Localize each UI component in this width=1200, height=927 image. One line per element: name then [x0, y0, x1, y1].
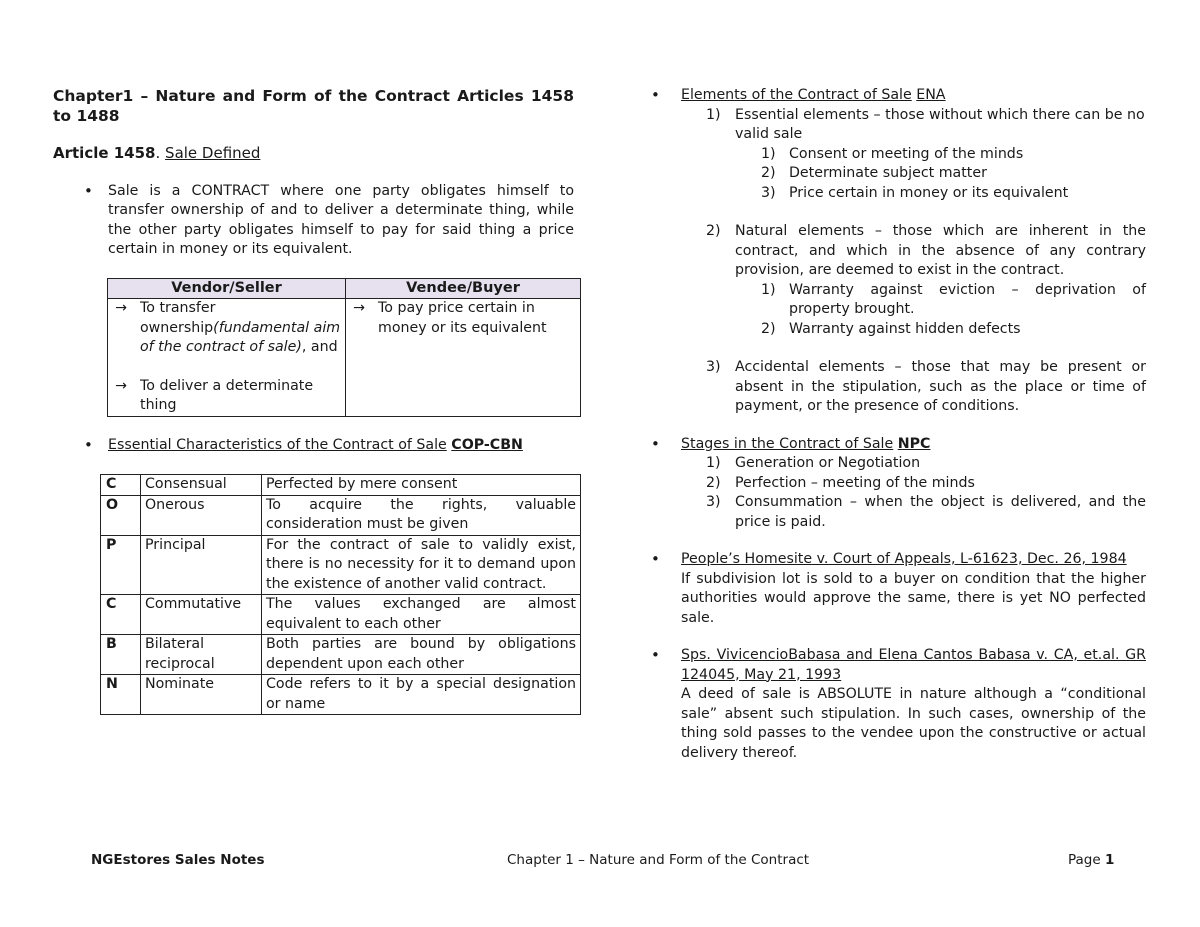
- table-row: C Consensual Perfected by mere consent: [101, 475, 581, 496]
- vendee-obligations: [346, 299, 581, 417]
- list-item: 2) Warranty against hidden defects: [761, 320, 1021, 337]
- table-row: O Onerous To acquire the rights, valuable consideration must be given: [101, 495, 581, 535]
- table-row: C Commutative The values exchanged are almost equivalent to each other: [101, 595, 581, 635]
- article-sep: .: [155, 144, 166, 162]
- characteristics-acronym: COP-CBN: [451, 436, 523, 453]
- essential-elements: 1) Essential elements – those without which there can be no valid sale: [706, 106, 1145, 142]
- vendor-obligations: [108, 299, 346, 417]
- characteristics-heading: • Essential Characteristics of the Contract of Sale COP-CBN: [53, 436, 574, 456]
- case1-title: • People’s Homesite v. Court of Appeals, L-61623, Dec. 26, 1984: [681, 551, 1127, 567]
- accidental-elements: 3) Accidental elements – those that may be present or absent in the stipulation, such as the place or time of payment, or the presence of conditions.: [706, 359, 1146, 414]
- table-row: P Principal For the contract of sale to validly exist, there is no necessity for it to demand upon the existence of another valid contract.: [101, 535, 581, 595]
- list-item: 3) Consummation – when the object is delivered, and the price is paid.: [706, 494, 1146, 530]
- page-number: 1: [1104, 852, 1115, 868]
- chapter-title: Chapter1 – Nature and Form of the Contract Articles 1458 to 1488: [53, 87, 574, 125]
- list-item: 3) Price certain in money or its equivalent: [761, 184, 1069, 201]
- right-column: [648, 86, 1146, 763]
- arrow-icon: →: [115, 377, 127, 394]
- stages-heading: • Stages in the Contract of Sale NPC: [648, 435, 1146, 455]
- case1-text: If subdivision lot is sold to a buyer on condition that the higher authorities would approve the same, there is yet NO perfected sale.: [681, 570, 1146, 626]
- list-item: 1) Consent or meeting of the minds: [761, 145, 1024, 162]
- list-item: 2) Determinate subject matter: [761, 165, 987, 181]
- case2-text: A deed of sale is ABSOLUTE in nature although a “conditional sale” absent such stipulation. In such cases, ownership of the thing sold passes to the vendee upon the constructive or actual delivery thereof.: [681, 686, 1146, 761]
- vendee-obligation-1: → To pay price certain in money or its equivalent: [353, 300, 547, 336]
- footer-page: Page 1: [1068, 852, 1115, 868]
- vendee-header: Vendee/Buyer: [346, 278, 581, 299]
- case-babasa: [648, 646, 1146, 763]
- vendor-header: Vendor/Seller: [108, 278, 346, 299]
- elements-heading: • Elements of the Contract of Sale ENA: [648, 86, 1146, 106]
- list-item: 2) Perfection – meeting of the minds: [706, 474, 975, 491]
- elements-acronym: ENA: [916, 87, 946, 103]
- sale-definition: • Sale is a CONTRACT where one party obligates himself to transfer ownership of and to deliver a determinate thing, while the other party obligates himself to pay for said thing a price certain in money or its equivalent.: [53, 182, 574, 260]
- article-label: Article 1458: [53, 144, 156, 162]
- case-peoples-homesite: [648, 550, 1146, 628]
- stages-acronym: NPC: [897, 435, 931, 452]
- table-row: N Nominate Code refers to it by a special designation or name: [101, 675, 581, 715]
- vendor-obligation-1: → To transfer ownership(fundamental aim of the contract of sale), and: [115, 300, 341, 355]
- article-title: Sale Defined: [165, 144, 261, 162]
- vendor-obligation-2: → To deliver a determinate thing: [115, 377, 314, 413]
- arrow-icon: →: [353, 300, 365, 316]
- arrow-icon: →: [115, 300, 127, 316]
- article-heading: [53, 144, 574, 164]
- vendor-vendee-table: [107, 278, 581, 417]
- case2-title: • Sps. VivicencioBabasa and Elena Cantos Babasa v. CA, et.al. GR 124045, May 21, 1993: [681, 647, 1146, 683]
- table-row: B Bilateral reciprocal Both parties are bound by obligations dependent upon each other: [101, 635, 581, 675]
- natural-elements: 2) Natural elements – those which are inherent in the contract, and which in the absence of any contrary provision, are deemed to exist in the contract.: [706, 223, 1146, 278]
- left-column: [53, 86, 574, 715]
- list-item: 1) Generation or Negotiation: [706, 455, 921, 471]
- footer-center: Chapter 1 – Nature and Form of the Contract: [507, 852, 810, 868]
- footer-left: NGEstores Sales Notes: [91, 852, 265, 868]
- characteristics-table: [100, 474, 581, 715]
- list-item: 1) Warranty against eviction – deprivation of property brought.: [761, 281, 1146, 317]
